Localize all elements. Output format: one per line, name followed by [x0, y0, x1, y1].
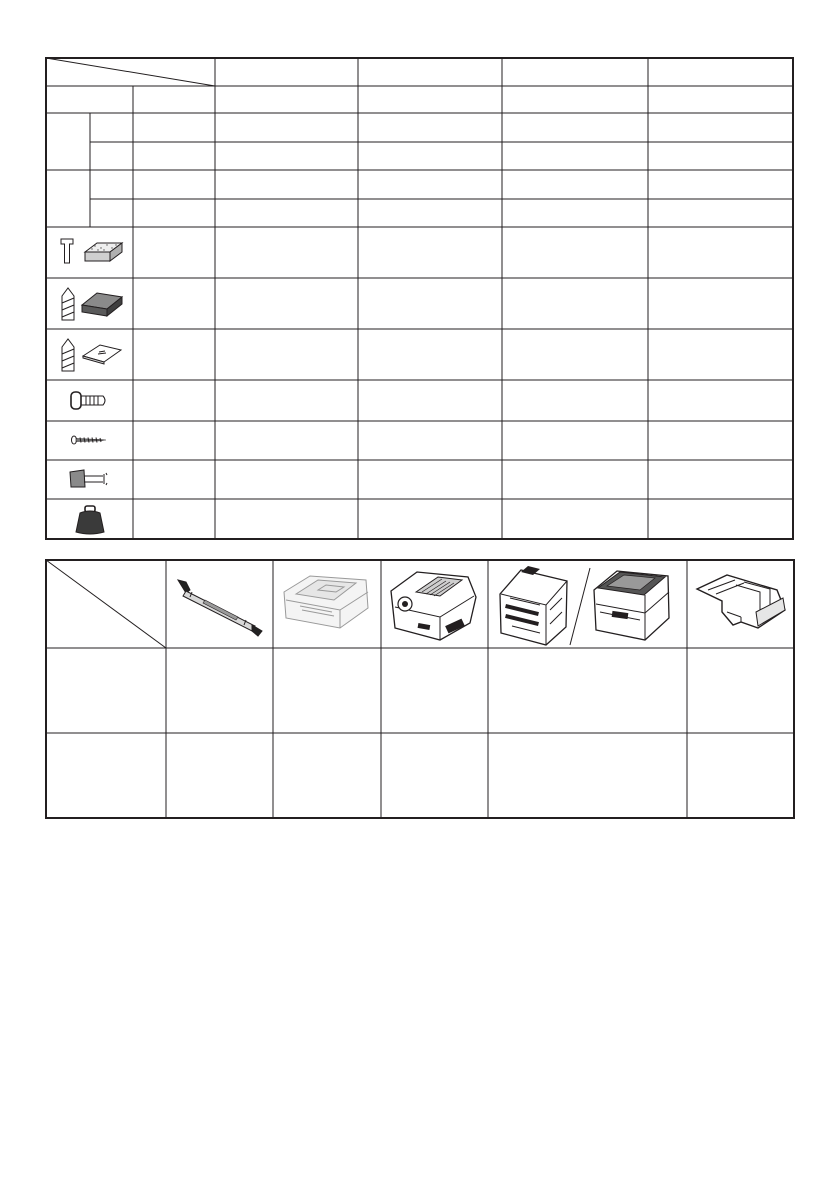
spec-table-column-lines	[90, 58, 648, 539]
drill-bit-on-steel-block-icon	[62, 288, 122, 320]
spec-table	[0, 0, 839, 560]
weight-icon	[76, 506, 104, 534]
carrying-case-image	[500, 566, 567, 645]
hammer-on-concrete-block-icon	[61, 239, 122, 263]
double-ended-driver-bit-image	[178, 580, 262, 636]
accessory-table	[0, 545, 839, 845]
drill-bit-on-wood-board-icon	[62, 339, 121, 371]
spec-table-row-lines	[46, 86, 793, 499]
battery-charger-image	[391, 572, 476, 640]
nut-setter-socket-icon	[70, 470, 107, 487]
case-separator-slash	[570, 568, 590, 645]
charger-image	[284, 576, 368, 628]
machine-screw-icon	[71, 392, 105, 409]
system-case-image	[594, 571, 669, 640]
accessory-header-diagonal	[46, 560, 166, 648]
belt-hook-holder-image	[697, 575, 785, 628]
header-diagonal	[46, 58, 215, 86]
wood-screw-icon	[72, 436, 107, 444]
spec-table-frame	[46, 58, 793, 539]
